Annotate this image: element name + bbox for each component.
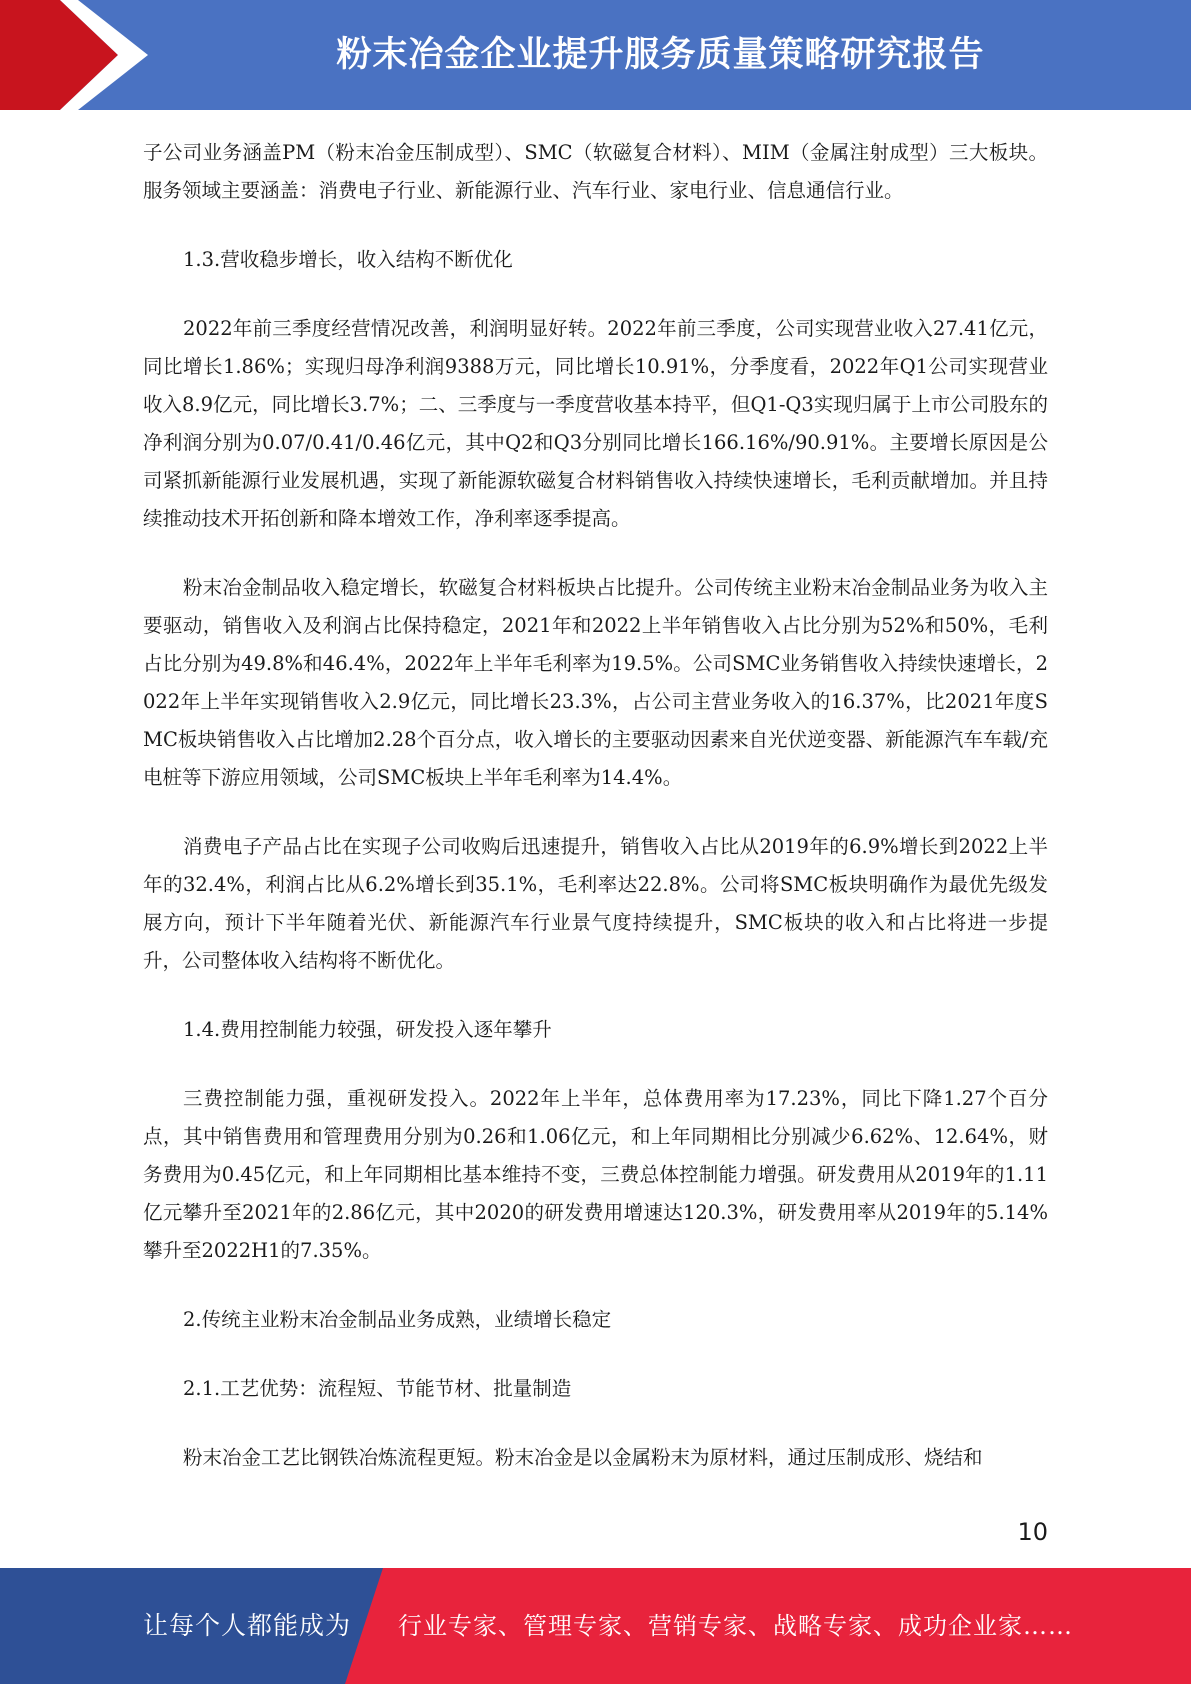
section-heading-2: 2.传统主业粉末冶金制品业务成熟，业绩增长稳定 <box>183 1308 612 1331</box>
paragraph-process-advantage: 粉末冶金工艺比钢铁冶炼流程更短。粉末冶金是以金属粉末为原材料，通过压制成形、烧结和 <box>183 1446 983 1469</box>
footer-slogan-left: 让每个人都能成为 <box>143 1611 352 1640</box>
footer-slogan-right: 行业专家、管理专家、营销专家、战略专家、成功企业家…… <box>398 1612 1073 1640</box>
document-body <box>143 134 1048 1477</box>
paragraph-revenue-growth: 2022年前三季度经营情况改善，利润明显好转。2022年前三季度，公司实现营业收入27.41亿元，同比增长1.86%；实现归母净利润9388万元，同比增长10.91%，分季度看，2022年Q1公司实现营业收入8.9亿元，同比增长3.7%；二、三季度与一季度营收基本持平，但Q1-Q3实现归属于上市公司股东的净利润分别为0.07/0.41/0.46亿元，其中Q2和Q3分别同比增长166.16%/90.91%。主要增长原因是公司紧抓新能源行业发展机遇，实现了新能源软磁复合材料销售收入持续快速增长，毛利贡献增加。并且持续推动技术开拓创新和降本增效工作，净利率逐季提高。 <box>143 317 1048 530</box>
report-title: 粉末冶金企业提升服务质量策略研究报告 <box>336 35 985 75</box>
section-heading-1-4: 1.4.费用控制能力较强，研发投入逐年攀升 <box>183 1018 552 1041</box>
paragraph-cost-control: 三费控制能力强，重视研发投入。2022年上半年，总体费用率为17.23%，同比下降1.27个百分点，其中销售费用和管理费用分别为0.26和1.06亿元，和上年同期相比分别减少6.62%、12.64%，财务费用为0.45亿元，和上年同期相比基本维持不变，三费总体控制能力增强。研发费用从2019年的1.11亿元攀升至2021年的2.86亿元，其中2020的研发费用增速达120.3%，研发费用率从2019年的5.14%攀升至2022H1的7.35%。 <box>143 1087 1048 1262</box>
section-heading-1-3: 1.3.营收稳步增长，收入结构不断优化 <box>183 248 513 271</box>
page-header <box>0 0 1191 110</box>
page-footer <box>0 1568 1191 1684</box>
page-number: 10 <box>1017 1518 1048 1546</box>
section-heading-2-1: 2.1.工艺优势：流程短、节能节材、批量制造 <box>183 1377 572 1400</box>
paragraph-powder-metallurgy-revenue: 粉末冶金制品收入稳定增长，软磁复合材料板块占比提升。公司传统主业粉末冶金制品业务为收入主要驱动，销售收入及利润占比保持稳定，2021年和2022上半年销售收入占比分别为52%和50%，毛利占比分别为49.8%和46.4%，2022年上半年毛利率为19.5%。公司SMC业务销售收入持续快速增长，2022年上半年实现销售收入2.9亿元，同比增长23.3%，占公司主营业务收入的16.37%，比2021年度SMC板块销售收入占比增加2.28个百分点，收入增长的主要驱动因素来自光伏逆变器、新能源汽车车载/充电桩等下游应用领域，公司SMC板块上半年毛利率为14.4%。 <box>143 576 1048 789</box>
paragraph-business-scope: 子公司业务涵盖PM（粉末冶金压制成型）、SMC（软磁复合材料）、MIM（金属注射成型）三大板块。服务领域主要涵盖：消费电子行业、新能源行业、汽车行业、家电行业、信息通信行业。 <box>143 141 1048 202</box>
header-arrow-decoration <box>0 0 160 110</box>
paragraph-consumer-electronics: 消费电子产品占比在实现子公司收购后迅速提升，销售收入占比从2019年的6.9%增长到2022上半年的32.4%，利润占比从6.2%增长到35.1%，毛利率达22.8%。公司将SMC板块明确作为最优先级发展方向，预计下半年随着光伏、新能源汽车行业景气度持续提升，SMC板块的收入和占比将进一步提升，公司整体收入结构将不断优化。 <box>143 835 1048 972</box>
